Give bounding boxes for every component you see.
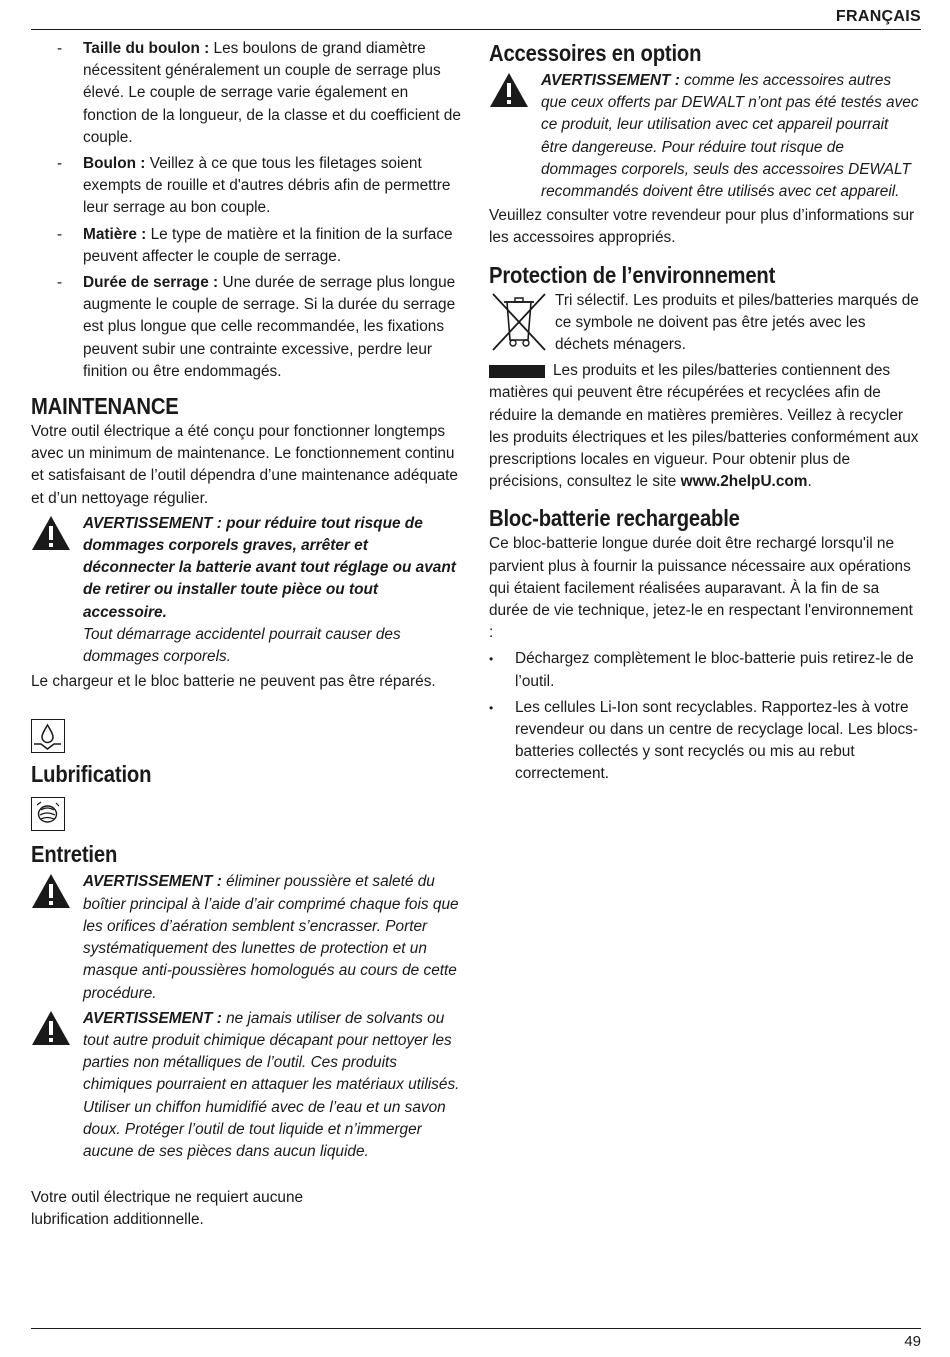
entretien-warning-2 (31, 1008, 461, 1163)
footer-rule (31, 1328, 921, 1329)
accessoires-warning (489, 70, 919, 203)
warning-text: ne jamais utiliser de solvants ou tout autre produit chimique décapant pour nettoyer les parties non métalliques de l’outil. Ces produits chimiques pourraient en attaquer les matériaux utilisés. Utiliser un chiffon humidifié avec de l’eau et un savon doux. Protéger l’outil de tout liquide et n’immerger aucune de ses pièces dans aucun liquide. (83, 1009, 460, 1160)
term-text: Veillez à ce que tous les filetages soient exempts de rouille et d'autres débris afin de permettre leur serrage au bon couple. (83, 155, 451, 217)
left-column (31, 38, 461, 1232)
lubrication-note: Votre outil électrique ne requiert aucune lubrification additionnelle. (31, 1189, 304, 1229)
right-column (489, 38, 919, 790)
maintenance-note: Le chargeur et le bloc batterie ne peuvent pas être réparés. (31, 673, 436, 691)
list-item (31, 38, 461, 149)
lubrication-icon (31, 719, 65, 753)
list-item: • Déchargez complètement le bloc-batterie puis retirez-le de l’outil. (489, 648, 919, 692)
warning-label: AVERTISSEMENT : (541, 72, 680, 89)
torque-factor-list (31, 38, 461, 383)
tri-selectif-row (489, 290, 919, 357)
warning-icon (31, 515, 71, 551)
period: . (807, 473, 812, 491)
warning-icon (31, 873, 71, 909)
entretien-heading: Entretien (31, 841, 118, 868)
warning-icon (31, 1010, 71, 1046)
warning-icon (489, 72, 529, 108)
batterie-heading: Bloc-batterie rechargeable (489, 505, 740, 532)
header-rule (31, 29, 921, 30)
term-text: Le type de matière et la finition de la surface peuvent affecter le couple de serrage. (83, 225, 453, 265)
maintenance-heading: MAINTENANCE (31, 393, 179, 420)
environnement-heading: Protection de l’environnement (489, 261, 776, 288)
term-bolt: Boulon : (83, 155, 146, 173)
batterie-list (489, 648, 919, 785)
accessoires-heading: Accessoires en option (489, 40, 702, 66)
term-bolt-size: Taille du boulon : (83, 40, 210, 57)
warning-label: AVERTISSEMENT : (83, 1009, 222, 1027)
list-item (31, 224, 461, 268)
warning-bold-text: AVERTISSEMENT : pour réduire tout risque de dommages corporels graves, arrêter et déconnecter la batterie avant tout réglage ou avant de retirer ou installer toute pièce ou tout accessoire. (83, 514, 456, 621)
warning-text: comme les accessoires autres que ceux offerts par DEWALT n’ont pas été testés avec ce produit, leur utilisation avec cet appareil pourrait être dangereuse. Pour réduire tout risque de dommages corporels, seuls des accessoires DEWALT recommandés doivent être utilisés avec cet appareil. (541, 72, 919, 201)
term-text: Les boulons de grand diamètre nécessitent généralement un couple de serrage plus élevé. Le couple de serrage varie également en fonction de la longueur, de la classe et du coefficient de couple. (83, 40, 461, 146)
warning-text: éliminer poussière et saleté du boîtier principal à l’aide d’air comprimé chaque fois que les orifices d’aération semblent s’encrasser. Porter systématiquement des lunettes de protection et un masque anti-poussières homologués au cours de cette procédure. (83, 873, 459, 1002)
maintenance-intro: Votre outil électrique a été conçu pour fonctionner longtemps avec un minimum de maintenance. Le fonctionnement continu et satisfaisant de l’outil dépendra d’une maintenance adéquate et d’un nettoyage régulier. (31, 423, 458, 507)
term-text: Une durée de serrage plus longue augmente le couple de serrage. Si la durée du serrage est plus longue que celle recommandée, les fixations peuvent subir une contrainte excessive, perdre leur finition ou être endommagés. (83, 274, 456, 380)
lubrification-heading: Lubrification (31, 761, 152, 788)
warning-label: AVERTISSEMENT : (83, 873, 222, 891)
maintenance-warning (31, 513, 461, 668)
tri-selectif-text: Tri sélectif. Les produits et piles/batteries marqués de ce symbole ne doivent pas être jetés avec les déchets ménagers. (555, 291, 919, 354)
term-duration: Durée de serrage : (83, 274, 219, 292)
recycle-paragraph (489, 360, 919, 493)
list-item (31, 153, 461, 220)
accessoires-note: Veuillez consulter votre revendeur pour plus d’informations sur les accessoires appropriés. (489, 207, 915, 247)
crossed-bin-icon (489, 290, 549, 352)
recycle-text: Les produits et les piles/batteries contiennent des matières qui peuvent être récupérées et recyclées afin de réduire la demande en matières premières. Veillez à recycler les produits électriques et les piles/batteries conformément aux prescriptions locales en vigueur. Pour obtenir plus de précisions, consultez le site (489, 362, 919, 491)
warning-italic-text: Tout démarrage accidentel pourrait causer des dommages corporels. (83, 625, 401, 666)
language-label: FRANÇAIS (835, 8, 921, 25)
page-number: 49 (904, 1333, 921, 1350)
term-material: Matière : (83, 225, 147, 243)
list-item (31, 272, 461, 383)
batterie-intro: Ce bloc-batterie longue durée doit être rechargé lorsqu'il ne parvient plus à fournir la puissance nécessaire aux opérations qui étaient facilement réalisées auparavant. À la fin de sa durée de vie technique, jetez-le en respectant l'environnement : (489, 535, 913, 642)
website-link[interactable]: www.2helpU.com (680, 473, 808, 491)
cleaning-icon (31, 797, 65, 831)
separate-collection-bar (489, 365, 545, 378)
entretien-warning-1 (31, 871, 461, 1004)
list-item: • Les cellules Li-Ion sont recyclables. Rapportez-les à votre revendeur ou dans un centre de recyclage local. Les blocs-batteries collectés y sont recyclés ou mis au rebut correctement. (489, 697, 919, 786)
